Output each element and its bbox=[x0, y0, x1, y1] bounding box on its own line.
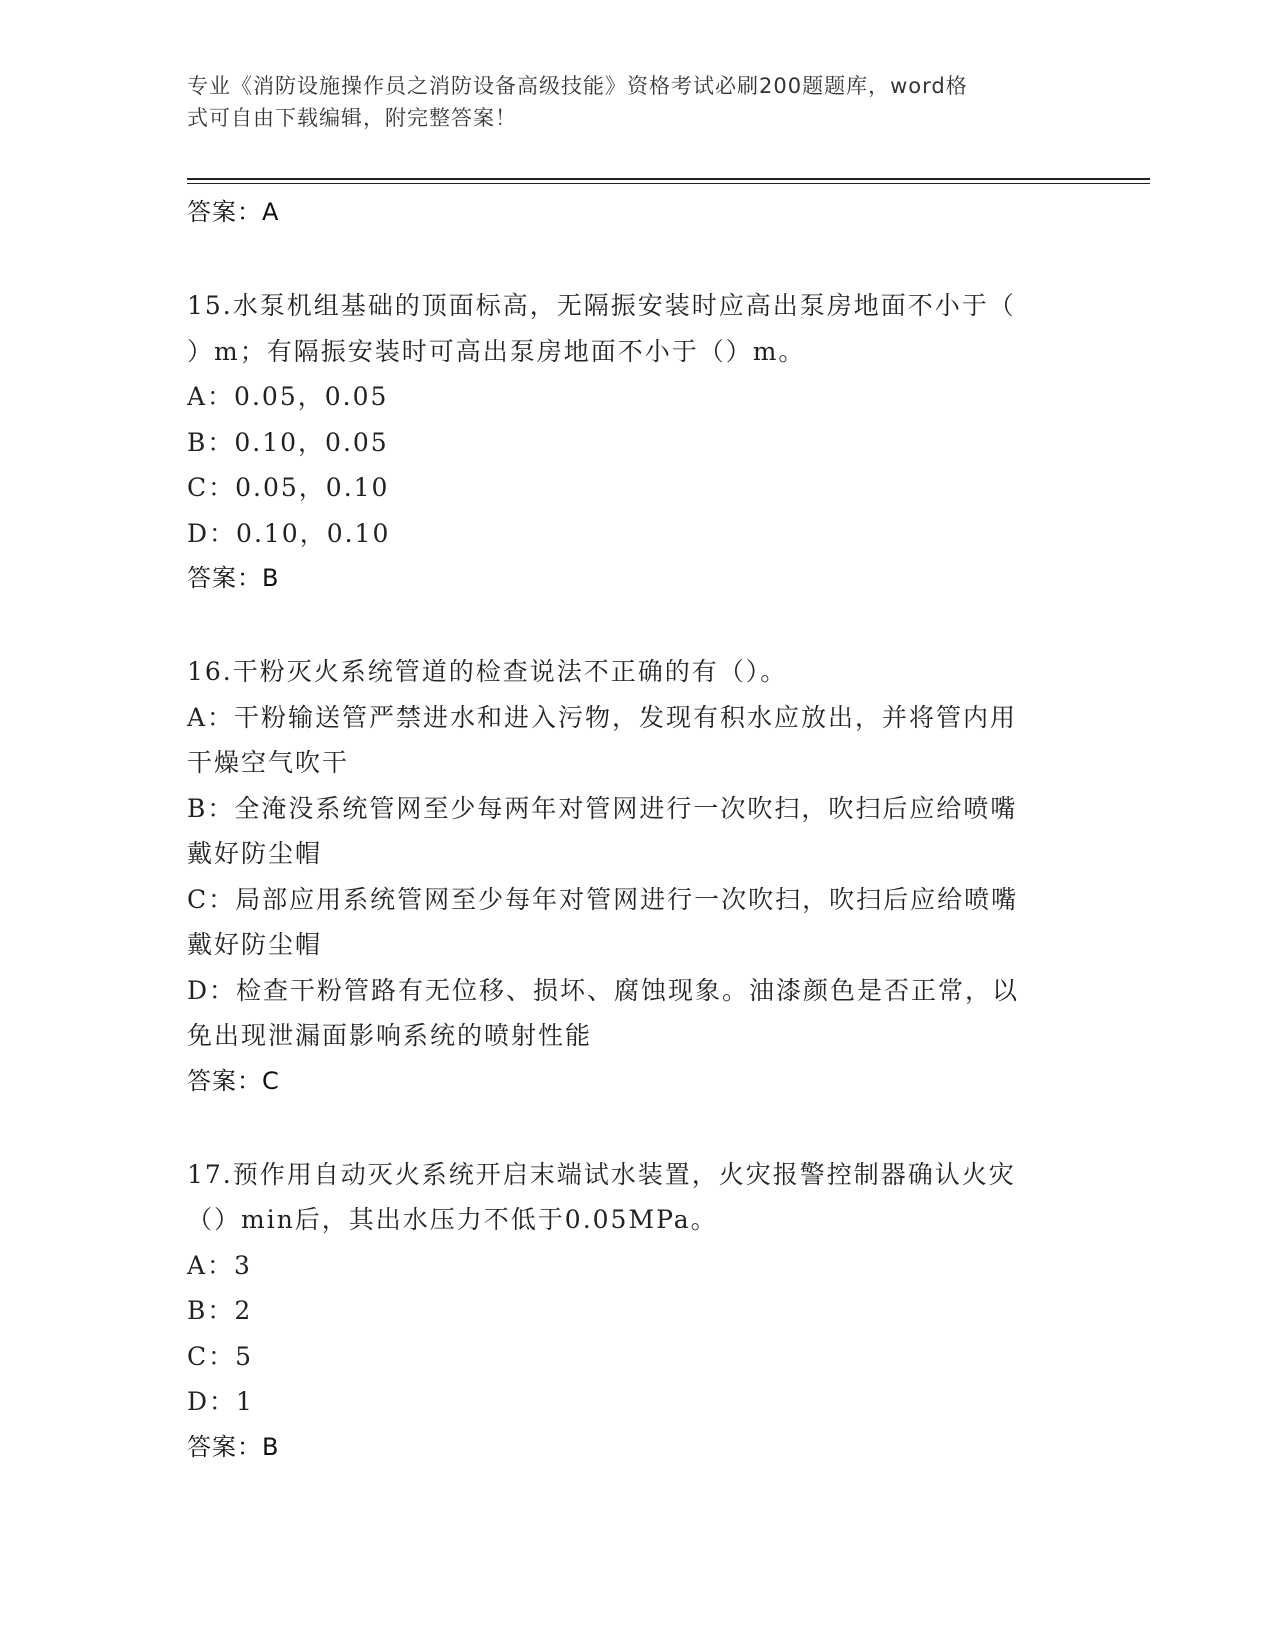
answer-label: 答案：B bbox=[187, 564, 280, 592]
option-a-continued: 干燥空气吹干 bbox=[187, 748, 350, 777]
option-a: A：0.05，0.05 bbox=[187, 382, 389, 411]
question-block bbox=[187, 283, 1067, 601]
answer-label: 答案：A bbox=[187, 198, 280, 226]
header-line-1: 专业《消防设施操作员之消防设备高级技能》资格考试必刷200题题库，word格 bbox=[187, 74, 968, 98]
option-d: D：0.10，0.10 bbox=[187, 518, 391, 548]
header-line-2: 式可自由下载编辑，附完整答案！ bbox=[187, 106, 517, 130]
option-c-continued: 戴好防尘帽 bbox=[187, 930, 323, 959]
option-a: A：3 bbox=[187, 1250, 252, 1280]
option-b: B：0.10，0.05 bbox=[187, 427, 389, 457]
option-b-continued: 戴好防尘帽 bbox=[187, 839, 323, 868]
question-block bbox=[187, 649, 1067, 1104]
question-text: ）m；有隔振安装时可高出泵房地面不小于（）m。 bbox=[187, 336, 806, 366]
option-a: A：干粉输送管严禁进水和进入污物，发现有积水应放出，并将管内用 bbox=[187, 702, 1018, 732]
question-text: 17.预作用自动灭火系统开启末端试水装置，火灾报警控制器确认火灾 bbox=[187, 1159, 1016, 1189]
question-block bbox=[187, 1152, 1067, 1470]
divider-thick bbox=[187, 178, 1150, 180]
option-c: C：0.05，0.10 bbox=[187, 473, 390, 502]
option-c: C：5 bbox=[187, 1341, 254, 1371]
option-b: B：全淹没系统管网至少每两年对管网进行一次吹扫，吹扫后应给喷嘴 bbox=[187, 793, 1018, 823]
header-divider bbox=[187, 178, 1150, 184]
option-b: B：2 bbox=[187, 1296, 253, 1325]
option-c: C：局部应用系统管网至少每年对管网进行一次吹扫，吹扫后应给喷嘴 bbox=[187, 884, 1019, 914]
answer-label: 答案：C bbox=[187, 1066, 280, 1095]
option-d-continued: 免出现泄漏面影响系统的喷射性能 bbox=[187, 1021, 593, 1050]
question-list bbox=[187, 190, 1067, 1470]
document-header bbox=[187, 70, 1067, 134]
answer-label: 答案：B bbox=[187, 1432, 280, 1461]
question-text: （）min后，其出水压力不低于0.05MPa。 bbox=[187, 1205, 718, 1234]
question-text: 16.干粉灭火系统管道的检查说法不正确的有（）。 bbox=[187, 657, 788, 686]
option-d: D：1 bbox=[187, 1387, 254, 1416]
option-d: D：检查干粉管路有无位移、损坏、腐蚀现象。油漆颜色是否正常，以 bbox=[187, 975, 1020, 1005]
question-text: 15.水泵机组基础的顶面标高，无隔振安装时应高出泵房地面不小于（ bbox=[187, 291, 1016, 320]
divider-thin bbox=[187, 183, 1150, 184]
